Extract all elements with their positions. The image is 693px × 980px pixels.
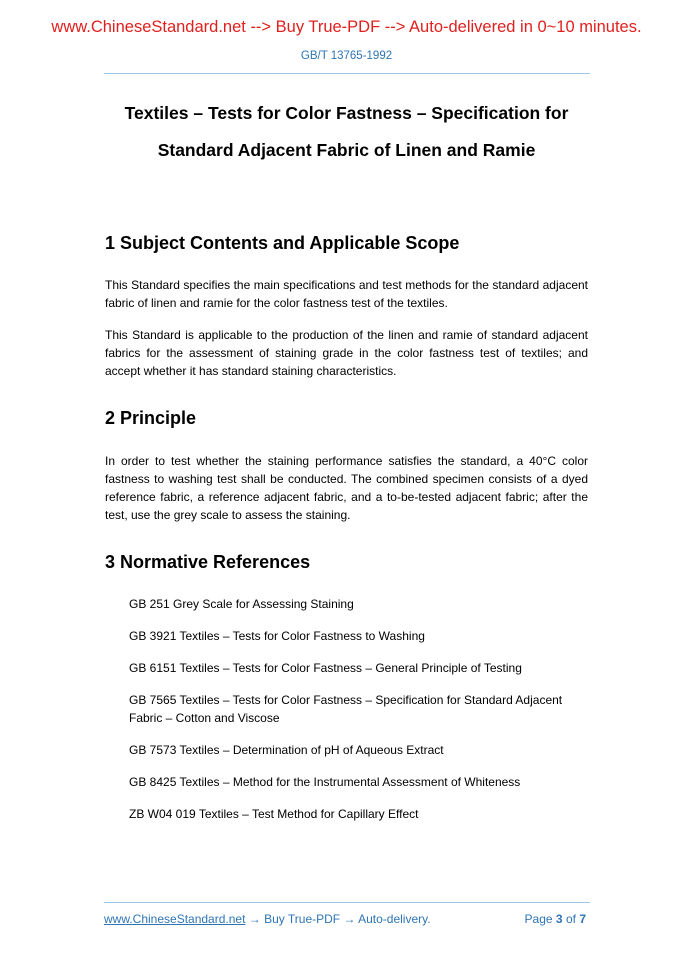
page-label: Page [524, 912, 553, 926]
header-divider [104, 73, 590, 74]
document-title-line-2: Standard Adjacent Fabric of Linen and Ramie [157, 140, 536, 160]
reference-item: GB 8425 Textiles – Method for the Instrumental Assessment of Whiteness [129, 775, 521, 789]
current-page: 3 [555, 912, 563, 926]
promo-banner: www.ChineseStandard.net --> Buy True-PDF --> Auto-delivered in 0~10 minutes. [51, 18, 642, 36]
footer-divider [104, 902, 590, 903]
reference-item: GB 251 Grey Scale for Assessing Staining [129, 597, 354, 611]
website-link[interactable]: www.ChineseStandard.net [104, 912, 246, 926]
page-indicator [525, 912, 586, 926]
reference-item: GB 7573 Textiles – Determination of pH of Aqueous Extract [129, 743, 444, 757]
section-heading-scope: 1 Subject Contents and Applicable Scope [105, 233, 460, 253]
reference-item: ZB W04 019 Textiles – Test Method for Capillary Effect [129, 807, 419, 821]
scope-paragraph-2: This Standard is applicable to the production of the linen and ramie of standard adjacent fabrics for the assessment of staining grade in the color fastness test of textiles; and accept whether it has standard staining characteristics. [105, 328, 588, 378]
scope-paragraph-1: This Standard specifies the main specifications and test methods for the standard adjacent fabric of linen and ramie for the color fastness test of the textiles. [105, 278, 588, 310]
standard-number: GB/T 13765-1992 [300, 50, 393, 62]
page-footer [104, 912, 590, 926]
footer-tagline: → Buy True-PDF → Auto-delivery. [245, 912, 431, 926]
section-heading-references: 3 Normative References [105, 552, 311, 572]
document-title-line-1: Textiles – Tests for Color Fastness – Specification for [124, 103, 569, 123]
reference-item: GB 7565 Textiles – Tests for Color Fastness – Specification for Standard Adjacent Fabric – Cotton and Viscose [129, 693, 563, 725]
principle-paragraph: In order to test whether the staining performance satisfies the standard, a 40°C color fastness to washing test shall be conducted. The combined specimen consists of a dyed reference fabric, a reference adjacent fabric, and a to-be-tested adjacent fabric; after the test, use the grey scale to assess the staining. [105, 454, 588, 522]
page-of-label: of [565, 912, 576, 926]
section-heading-principle: 2 Principle [105, 408, 197, 428]
total-pages: 7 [579, 912, 586, 926]
reference-item: GB 6151 Textiles – Tests for Color Fastness – General Principle of Testing [129, 661, 522, 675]
reference-item: GB 3921 Textiles – Tests for Color Fastness to Washing [129, 629, 425, 643]
